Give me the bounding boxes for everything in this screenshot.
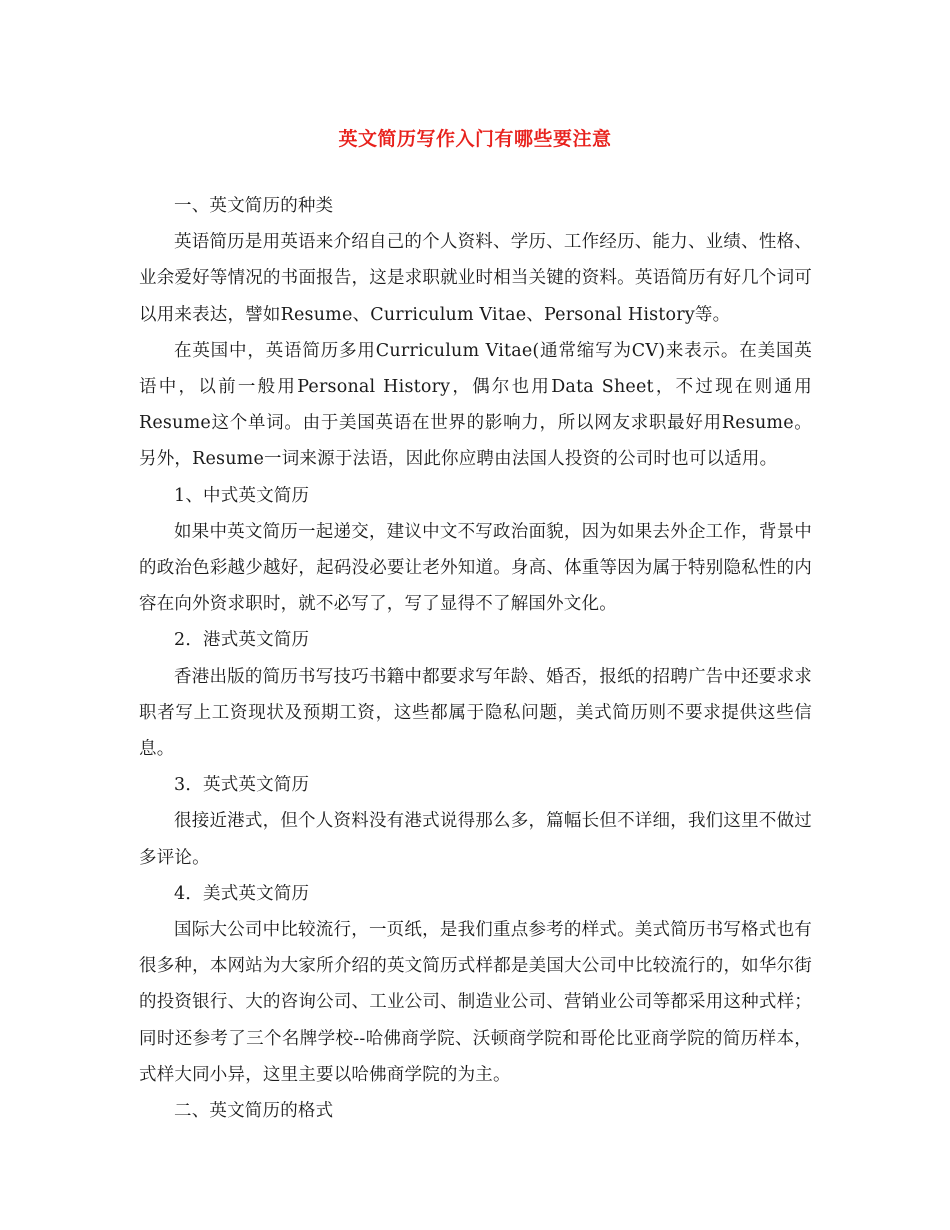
subheading-american-style: 4．美式英文简历 [174, 883, 310, 904]
subheading-british-style: 3．英式英文简历 [174, 775, 310, 796]
document-title: 英文简历写作入门有哪些要注意 [338, 128, 612, 150]
subheading-hongkong-style: 2．港式英文简历 [174, 630, 310, 651]
paragraph-american-style: 国际大公司中比较流行，一页纸，是我们重点参考的样式。美式简历书写格式也有很多种，本网站为大家所介绍的英文简历式样都是美国大公司中比较流行的，如华尔街的投资银行、大的咨询公司、工业公司、制造业公司、营销业公司等都采用这种式样；同时还参考了三个名牌学校--哈佛商学院、沃顿商学院和哥伦比亚商学院的简历样本，式样大同小异，这里主要以哈佛商学院的为主。 [139, 920, 812, 1085]
paragraph-hongkong-style: 香港出版的简历书写技巧书籍中都要求写年龄、婚否，报纸的招聘广告中还要求求职者写上工资现状及预期工资，这些都属于隐私问题，美式简历则不要求提供这些信息。 [139, 666, 812, 760]
section-heading-format: 二、英文简历的格式 [174, 1101, 334, 1122]
paragraph-uk-us-usage: 在英国中，英语简历多用Curriculum Vitae(通常缩写为CV)来表示。在美国英语中，以前一般用Personal History，偶尔也用Data Sheet，不过现在则通用Resume这个单词。由于美国英语在世界的影响力，所以网友求职最好用Resume。另外，Resume一词来源于法语，因此你应聘由法国人投资的公司时也可以适用。 [139, 340, 812, 470]
paragraph-resume-definition: 英语简历是用英语来介绍自己的个人资料、学历、工作经历、能力、业绩、性格、业余爱好等情况的书面报告，这是求职就业时相当关键的资料。英语简历有好几个词可以用来表达，譬如Resume、Curriculum Vitae、Personal History等。 [139, 232, 812, 325]
subheading-chinese-style: 1、中式英文简历 [174, 485, 310, 506]
paragraph-chinese-style: 如果中英文简历一起递交，建议中文不写政治面貌，因为如果去外企工作，背景中的政治色彩越少越好，起码没必要让老外知道。身高、体重等因为属于特别隐私性的内容在向外资求职时，就不必写了，写了显得不了解国外文化。 [139, 521, 812, 615]
paragraph-british-style: 很接近港式，但个人资料没有港式说得那么多，篇幅长但不详细，我们这里不做过多评论。 [139, 811, 812, 868]
document-body [139, 188, 812, 1129]
section-heading-types: 一、英文简历的种类 [174, 196, 334, 216]
